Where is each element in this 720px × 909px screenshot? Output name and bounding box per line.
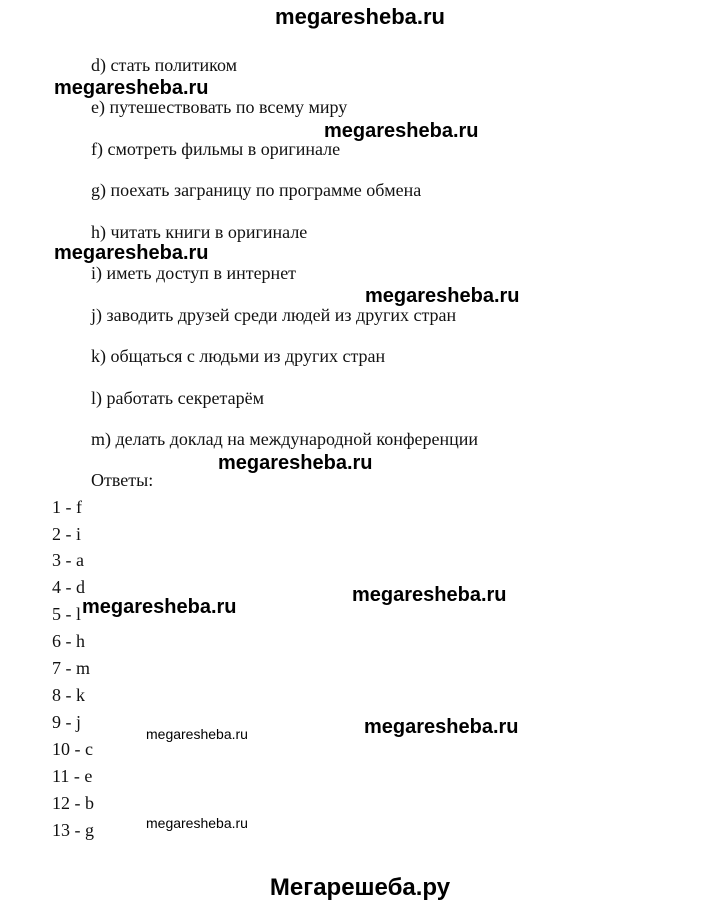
answer-2: 2 - i <box>52 524 81 544</box>
answer-12: 12 - b <box>52 793 94 813</box>
item-g: g) поехать заграницу по программе обмена <box>91 180 422 200</box>
item-l: l) работать секретарём <box>91 388 264 408</box>
watermark: megaresheba.ru <box>324 120 479 142</box>
answer-3: 3 - a <box>52 550 84 570</box>
watermark: megaresheba.ru <box>54 77 209 99</box>
watermark: megaresheba.ru <box>82 596 237 618</box>
item-m: m) делать доклад на международной конференции <box>91 429 479 449</box>
watermark: megaresheba.ru <box>365 285 520 307</box>
item-k: k) общаться с людьми из других стран <box>91 346 386 366</box>
item-i: i) иметь доступ в интернет <box>91 263 297 283</box>
answer-7: 7 - m <box>52 658 90 678</box>
item-d: d) стать политиком <box>91 55 238 75</box>
watermark: megaresheba.ru <box>218 452 373 474</box>
answer-10: 10 - c <box>52 739 93 759</box>
watermark-small: megaresheba.ru <box>146 726 248 742</box>
site-footer: Мегарешеба.ру <box>269 874 451 901</box>
watermark: megaresheba.ru <box>364 716 519 738</box>
watermark: megaresheba.ru <box>352 584 507 606</box>
answer-5: 5 - l <box>52 604 81 624</box>
item-h: h) читать книги в оригинале <box>91 222 308 242</box>
answer-4: 4 - d <box>52 577 85 597</box>
answer-11: 11 - e <box>52 766 93 786</box>
answers-heading: Ответы: <box>91 470 154 490</box>
item-e: e) путешествовать по всему миру <box>91 97 348 117</box>
answer-8: 8 - k <box>52 685 85 705</box>
answer-6: 6 - h <box>52 631 85 651</box>
item-j: j) заводить друзей среди людей из других стран <box>91 305 457 325</box>
watermark: megaresheba.ru <box>54 242 209 264</box>
answer-9: 9 - j <box>52 712 81 732</box>
watermark-small: megaresheba.ru <box>146 815 248 831</box>
site-header: megaresheba.ru <box>275 4 445 29</box>
answer-13: 13 - g <box>52 820 94 840</box>
answer-1: 1 - f <box>52 497 82 517</box>
item-f: f) смотреть фильмы в оригинале <box>91 139 341 159</box>
